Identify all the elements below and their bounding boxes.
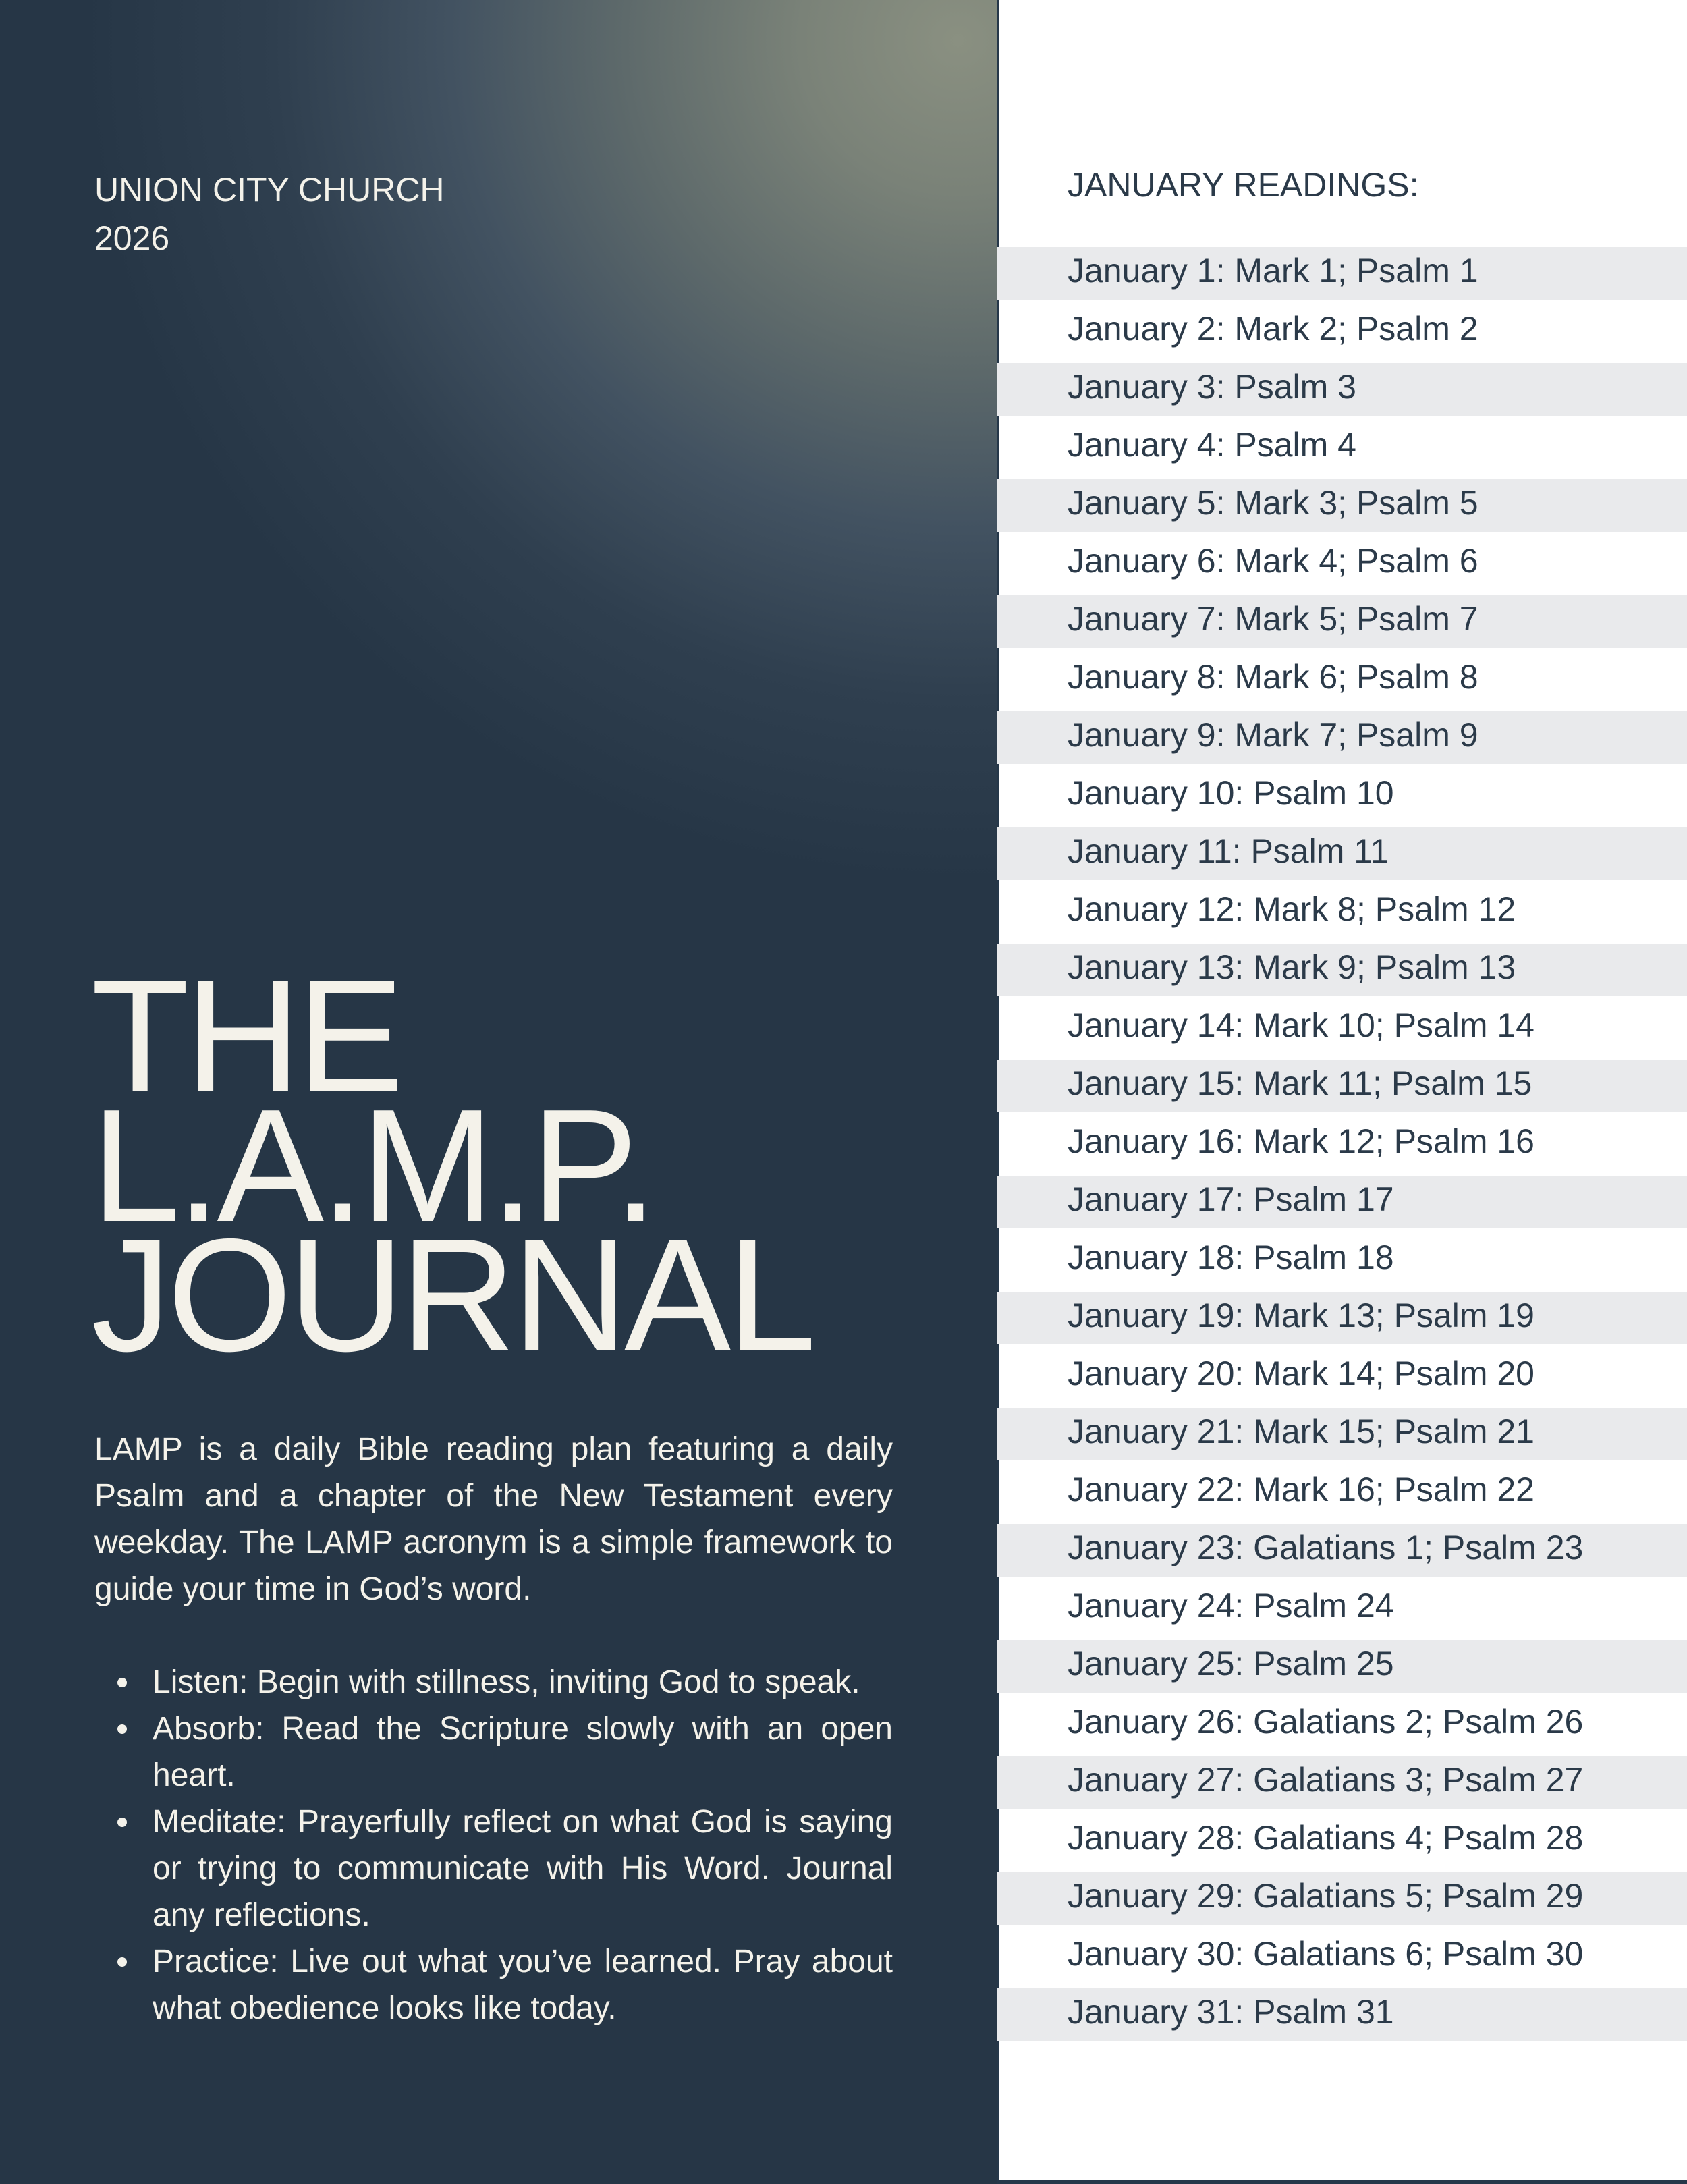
reading-item: January 30: Galatians 6; Psalm 30 bbox=[997, 1930, 1687, 1988]
church-header bbox=[94, 165, 445, 263]
title-line-1: THE bbox=[91, 947, 400, 1126]
reading-item: January 1: Mark 1; Psalm 1 bbox=[997, 247, 1687, 305]
reading-item: January 31: Psalm 31 bbox=[997, 1988, 1687, 2046]
reading-item: January 28: Galatians 4; Psalm 28 bbox=[997, 1814, 1687, 1872]
church-name: UNION CITY CHURCH bbox=[94, 171, 445, 209]
step-practice: Practice: Live out what you’ve learned. Pray about what obedience looks like today. bbox=[94, 1938, 893, 2031]
reading-item: January 14: Mark 10; Psalm 14 bbox=[997, 1002, 1687, 1060]
reading-item: January 25: Psalm 25 bbox=[997, 1640, 1687, 1698]
reading-item: January 5: Mark 3; Psalm 5 bbox=[997, 479, 1687, 537]
reading-item: January 11: Psalm 11 bbox=[997, 827, 1687, 885]
reading-item: January 21: Mark 15; Psalm 21 bbox=[997, 1408, 1687, 1466]
title-line-2: L.A.M.P. bbox=[91, 1076, 654, 1255]
reading-item: January 13: Mark 9; Psalm 13 bbox=[997, 944, 1687, 1002]
reading-item: January 22: Mark 16; Psalm 22 bbox=[997, 1466, 1687, 1524]
lamp-steps-list bbox=[94, 1659, 893, 2031]
journal-title bbox=[91, 947, 812, 1385]
step-listen: Listen: Begin with stillness, inviting God to speak. bbox=[94, 1659, 893, 1705]
step-meditate: Meditate: Prayerfully reflect on what God is saying or trying to communicate with His Word. Journal any reflections. bbox=[94, 1799, 893, 1938]
reading-item: January 7: Mark 5; Psalm 7 bbox=[997, 595, 1687, 653]
reading-item: January 4: Psalm 4 bbox=[997, 421, 1687, 479]
intro-paragraph: LAMP is a daily Bible reading plan featuring a daily Psalm and a chapter of the New Testament every weekday. The LAMP acronym is a simple framework to guide your time in God’s word. bbox=[94, 1431, 893, 1607]
reading-item: January 3: Psalm 3 bbox=[997, 363, 1687, 421]
reading-item: January 17: Psalm 17 bbox=[997, 1176, 1687, 1234]
reading-item: January 2: Mark 2; Psalm 2 bbox=[997, 305, 1687, 363]
step-absorb: Absorb: Read the Scripture slowly with an open heart. bbox=[94, 1705, 893, 1799]
reading-item: January 12: Mark 8; Psalm 12 bbox=[997, 885, 1687, 944]
readings-heading: JANUARY READINGS: bbox=[1068, 166, 1419, 204]
reading-item: January 29: Galatians 5; Psalm 29 bbox=[997, 1872, 1687, 1930]
reading-item: January 9: Mark 7; Psalm 9 bbox=[997, 711, 1687, 769]
reading-item: January 15: Mark 11; Psalm 15 bbox=[997, 1060, 1687, 1118]
year: 2026 bbox=[94, 219, 170, 257]
reading-item: January 16: Mark 12; Psalm 16 bbox=[997, 1118, 1687, 1176]
reading-item: January 20: Mark 14; Psalm 20 bbox=[997, 1350, 1687, 1408]
reading-item: January 27: Galatians 3; Psalm 27 bbox=[997, 1756, 1687, 1814]
bottom-edge-line bbox=[997, 2180, 1687, 2184]
reading-item: January 26: Galatians 2; Psalm 26 bbox=[997, 1698, 1687, 1756]
reading-item: January 18: Psalm 18 bbox=[997, 1234, 1687, 1292]
reading-item: January 6: Mark 4; Psalm 6 bbox=[997, 537, 1687, 595]
reading-item: January 24: Psalm 24 bbox=[997, 1582, 1687, 1640]
readings-list bbox=[997, 247, 1687, 2046]
reading-item: January 10: Psalm 10 bbox=[997, 769, 1687, 827]
reading-item: January 23: Galatians 1; Psalm 23 bbox=[997, 1524, 1687, 1582]
title-line-3: JOURNAL bbox=[91, 1206, 812, 1385]
reading-item: January 19: Mark 13; Psalm 19 bbox=[997, 1292, 1687, 1350]
reading-item: January 8: Mark 6; Psalm 8 bbox=[997, 653, 1687, 711]
